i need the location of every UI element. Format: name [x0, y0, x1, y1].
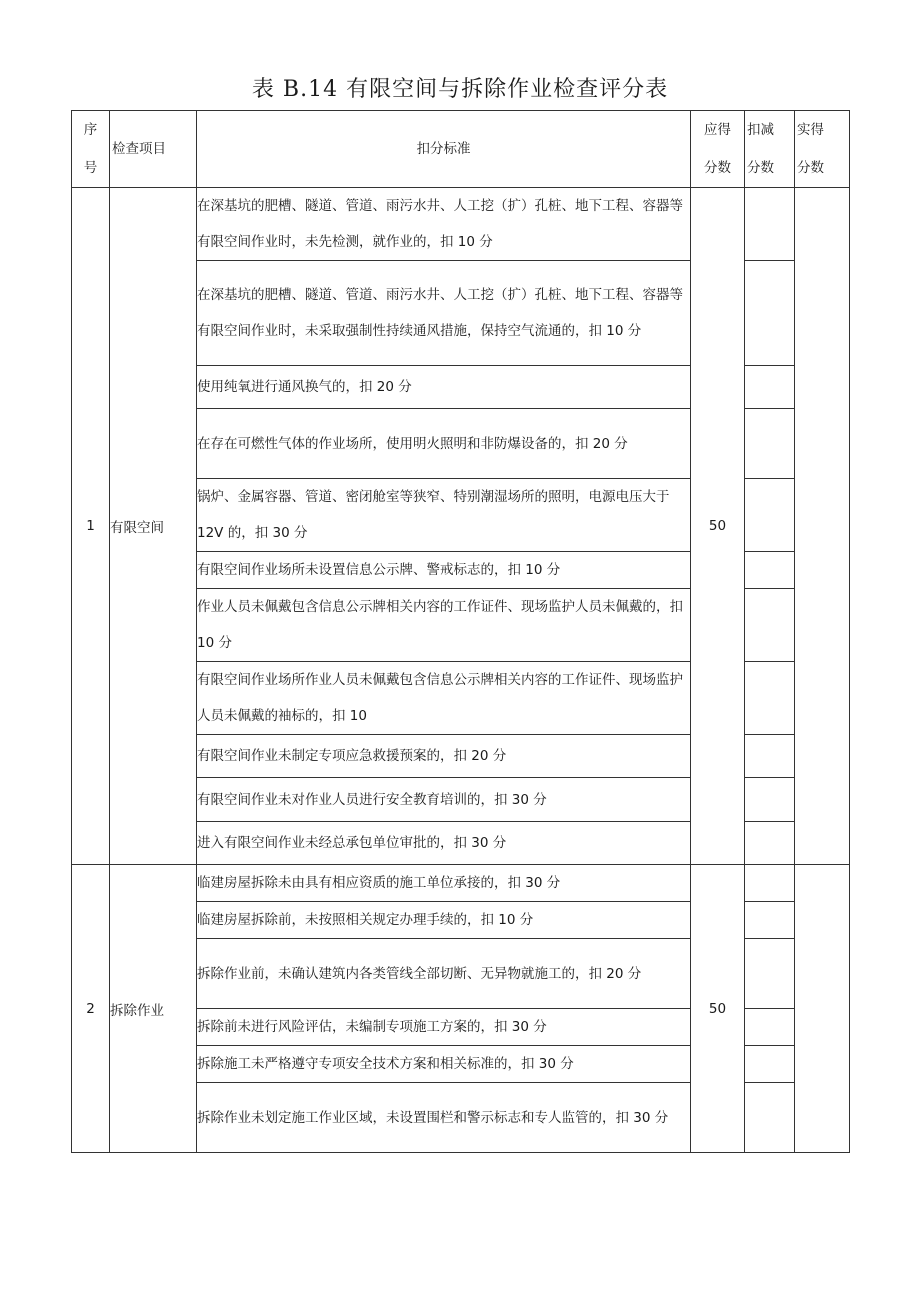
actual-score-cell[interactable]	[795, 188, 850, 865]
criteria-cell: 有限空间作业未制定专项应急救援预案的，扣 20 分	[197, 735, 691, 778]
section-seq: 2	[72, 865, 110, 1153]
deduct-score-cell[interactable]	[745, 261, 795, 366]
deduct-score-cell[interactable]	[745, 1083, 795, 1153]
criteria-cell: 临建房屋拆除前，未按照相关规定办理手续的，扣 10 分	[197, 902, 691, 939]
section-item: 拆除作业	[110, 865, 197, 1153]
deduct-score-cell[interactable]	[745, 188, 795, 261]
score-table	[71, 110, 850, 1153]
section-item: 有限空间	[110, 188, 197, 865]
page-title: 表 B.14 有限空间与拆除作业检查评分表	[251, 77, 669, 102]
criteria-cell: 锅炉、金属容器、管道、密闭舱室等狭窄、特别潮湿场所的照明，电源电压大于 12V 的，扣 30 分	[197, 479, 691, 552]
due-score-cell: 50	[691, 865, 745, 1153]
deduct-score-cell[interactable]	[745, 865, 795, 902]
deduct-score-cell[interactable]	[745, 409, 795, 479]
deduct-score-cell[interactable]	[745, 1046, 795, 1083]
header-due-score: 应得 分数	[691, 111, 745, 188]
deduct-score-cell[interactable]	[745, 552, 795, 589]
header-deduct-score: 扣减 分数	[745, 111, 795, 188]
section-seq: 1	[72, 188, 110, 865]
deduct-score-cell[interactable]	[745, 479, 795, 552]
criteria-cell: 在深基坑的肥槽、隧道、管道、雨污水井、人工挖（扩）孔桩、地下工程、容器等有限空间作业时，未先检测，就作业的，扣 10 分	[197, 188, 691, 261]
due-score-cell: 50	[691, 188, 745, 865]
deduct-score-cell[interactable]	[745, 366, 795, 409]
header-criteria: 扣分标准	[197, 111, 691, 188]
deduct-score-cell[interactable]	[745, 662, 795, 735]
deduct-score-cell[interactable]	[745, 822, 795, 865]
criteria-cell: 拆除前未进行风险评估，未编制专项施工方案的，扣 30 分	[197, 1009, 691, 1046]
criteria-cell: 在深基坑的肥槽、隧道、管道、雨污水井、人工挖（扩）孔桩、地下工程、容器等有限空间作业时，未采取强制性持续通风措施，保持空气流通的，扣 10 分	[197, 261, 691, 366]
header-seq: 序 号	[72, 111, 110, 188]
criteria-cell: 进入有限空间作业未经总承包单位审批的，扣 30 分	[197, 822, 691, 865]
table-row	[72, 865, 850, 902]
criteria-cell: 有限空间作业未对作业人员进行安全教育培训的，扣 30 分	[197, 778, 691, 822]
deduct-score-cell[interactable]	[745, 778, 795, 822]
deduct-score-cell[interactable]	[745, 902, 795, 939]
actual-score-cell[interactable]	[795, 865, 850, 1153]
header-row	[72, 111, 850, 188]
table-row	[72, 188, 850, 261]
deduct-score-cell[interactable]	[745, 735, 795, 778]
header-actual-score: 实得 分数	[795, 111, 850, 188]
criteria-cell: 拆除作业未划定施工作业区域，未设置围栏和警示标志和专人监管的，扣 30 分	[197, 1083, 691, 1153]
criteria-cell: 有限空间作业场所作业人员未佩戴包含信息公示牌相关内容的工作证件、现场监护人员未佩戴的袖标的，扣 10	[197, 662, 691, 735]
deduct-score-cell[interactable]	[745, 1009, 795, 1046]
criteria-cell: 临建房屋拆除未由具有相应资质的施工单位承接的，扣 30 分	[197, 865, 691, 902]
header-item: 检查项目	[110, 111, 197, 188]
deduct-score-cell[interactable]	[745, 589, 795, 662]
criteria-cell: 使用纯氧进行通风换气的，扣 20 分	[197, 366, 691, 409]
criteria-cell: 拆除作业前，未确认建筑内各类管线全部切断、无异物就施工的，扣 20 分	[197, 939, 691, 1009]
criteria-cell: 有限空间作业场所未设置信息公示牌、警戒标志的，扣 10 分	[197, 552, 691, 589]
criteria-cell: 作业人员未佩戴包含信息公示牌相关内容的工作证件、现场监护人员未佩戴的，扣 10 分	[197, 589, 691, 662]
deduct-score-cell[interactable]	[745, 939, 795, 1009]
criteria-cell: 拆除施工未严格遵守专项安全技术方案和相关标准的，扣 30 分	[197, 1046, 691, 1083]
criteria-cell: 在存在可燃性气体的作业场所，使用明火照明和非防爆设备的，扣 20 分	[197, 409, 691, 479]
